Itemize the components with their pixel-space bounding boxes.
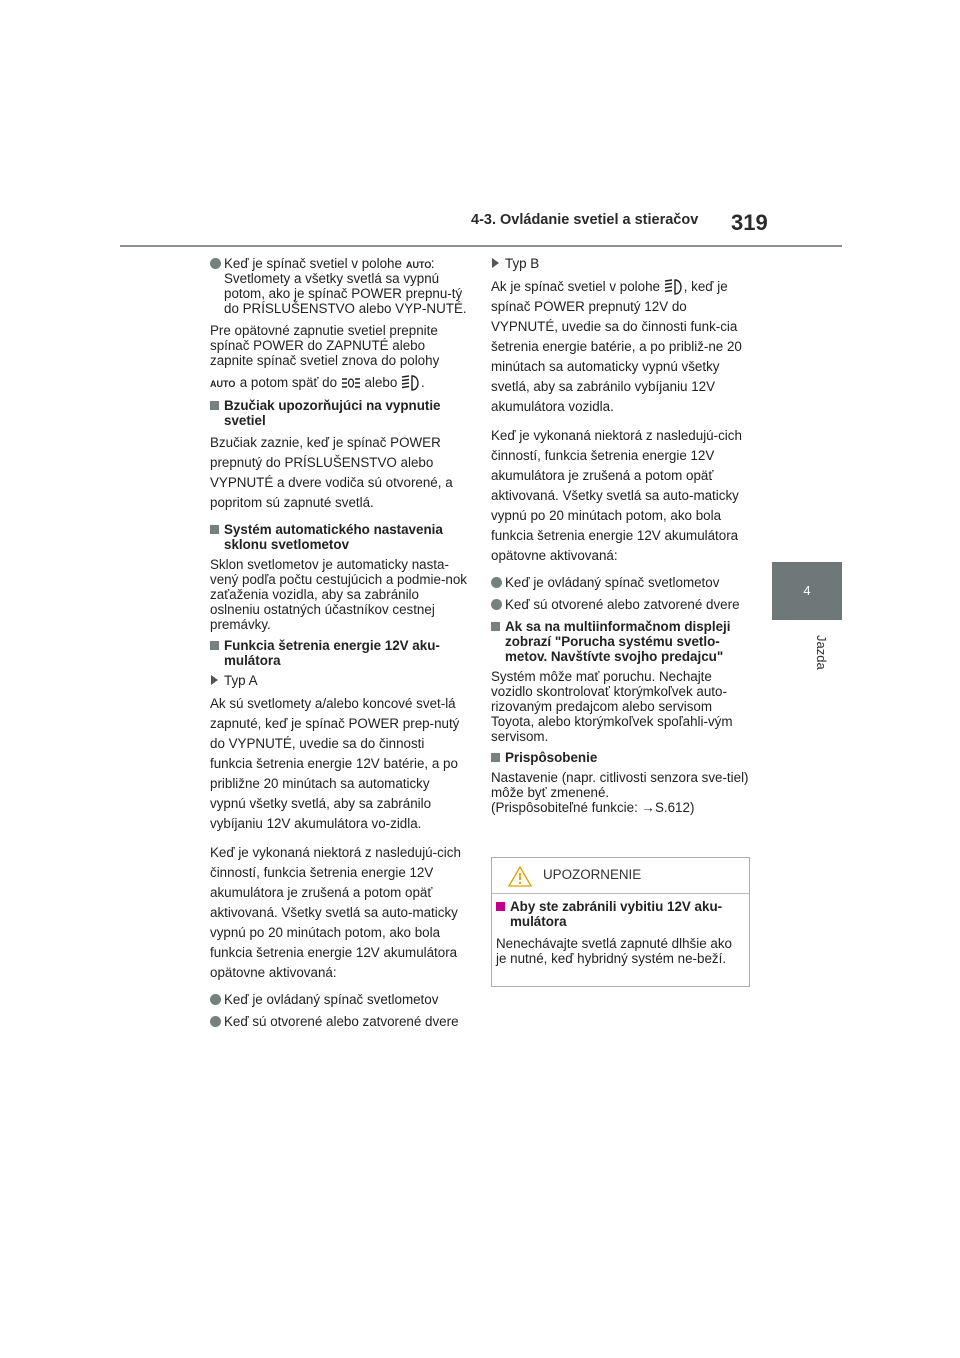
section-heading: Funkcia šetrenia energie 12V aku-mulátora xyxy=(210,638,468,668)
paragraph: Systém môže mať poruchu. Nechajte vozidlo skontrolovať ktorýmkoľvek auto-rizovaným predajcom alebo servisom Toyota, alebo ktorýmkoľvek spoľahli-vým servisom. xyxy=(491,669,733,744)
paragraph: Sklon svetlometov je automaticky nasta-vený podľa počtu cestujúcich a podmie-nok zaťaženia vozidla, aby sa zabránilo oslneniu ostatných účastníkov cestnej premávky. xyxy=(210,557,467,632)
section-heading: Bzučiak upozorňujúci na vypnutie svetiel xyxy=(210,398,468,428)
list-item: Keď sú otvorené alebo zatvorené dvere xyxy=(210,1014,468,1029)
page-link[interactable]: S.612) xyxy=(654,800,695,815)
list-item: Keď je ovládaný spínač svetlometov xyxy=(210,992,468,1007)
chapter-label: Jazda xyxy=(814,635,829,670)
section-heading: Systém automatického nastavenia sklonu svetlometov xyxy=(210,522,468,552)
type-b-paragraph: Ak je spínač svetiel v polohe , keď je spínač POWER prepnutý 12V do VYPNUTÉ, uvedie sa do činnosti funk-cia šetrenia energie batérie, a po približ-ne 20 minútach sa automaticky vypnú všetky svetlá, aby sa zabránilo vybíjaniu 12V akumulátora vozidla. xyxy=(491,279,742,414)
paragraph: Ak sú svetlomety a/alebo koncové svet-lá zapnuté, keď je spínač POWER prep-nutý do VYPNUTÉ, uvedie sa do činnosti funkcia šetrenia energie 12V batérie, a po približne 20 minútach sa automaticky vypnú všetky svetlá, aby sa zabránilo vybíjaniu 12V akumulátora vo-zidla. xyxy=(210,696,460,831)
section-heading: Ak sa na multiinformačnom displeji zobrazí "Porucha systému svetlo-metov. Navštívte svojho predajcu" xyxy=(491,619,749,664)
right-column xyxy=(491,256,749,821)
paragraph: Bzučiak zaznie, keď je spínač POWER prepnutý do PRÍSLUŠENSTVO alebo VYPNUTÉ a dvere vodiča sú otvorené, a popritom sú zapnuté svetlá. xyxy=(210,435,453,510)
warning-text: Nenechávajte svetlá zapnuté dlhšie ako je nutné, keď hybridný systém ne-beží. xyxy=(496,936,732,966)
reactivation-paragraph: Pre opätovné zapnutie svetiel prepnite spínač POWER do ZAPNUTÉ alebo zapnite spínač svetiel znova do polohy AUTO a potom späť do alebo . xyxy=(210,323,440,390)
type-a-label: Typ A xyxy=(210,673,468,688)
warning-label: UPOZORNENIE xyxy=(543,867,642,882)
paragraph: Keď je vykonaná niektorá z nasledujú-cich činností, funkcia šetrenia energie 12V akumulátora je zrušená a potom opäť aktivovaná. Všetky svetlá sa auto-maticky vypnú po 20 minútach potom, ako bola funkcia šetrenia energie 12V akumulátora opätovne aktivovaná: xyxy=(491,428,742,563)
left-column xyxy=(210,256,468,1036)
tail-lights-icon xyxy=(341,376,361,390)
list-item: Keď sú otvorené alebo zatvorené dvere xyxy=(491,597,749,612)
auto-icon xyxy=(210,378,236,388)
svg-text:AUTO: AUTO xyxy=(405,260,431,270)
auto-icon xyxy=(406,259,431,269)
paragraph: Keď je vykonaná niektorá z nasledujú-cich činností, funkcia šetrenia energie 12V akumulátora je zrušená a potom opäť aktivovaná. Všetky svetlá sa auto-maticky vypnú po 20 minútach potom, ako bola funkcia šetrenia energie 12V akumulátora opätovne aktivovaná: xyxy=(210,845,461,980)
paragraph: Nastavenie (napr. citlivosti senzora sve-tiel) môže byť zmenené. xyxy=(491,770,749,800)
section-title: 4-3. Ovládanie svetiel a stieračov xyxy=(471,212,699,228)
warning-header xyxy=(492,858,749,894)
type-b-label: Typ B xyxy=(491,256,749,271)
headlight-icon xyxy=(664,279,684,295)
svg-text:AUTO: AUTO xyxy=(210,379,236,389)
bullet-auto-off: Keď je spínač svetiel v polohe AUTO : Svetlomety a všetky svetlá sa vypnú potom, ako je spínač POWER prepnu-tý do PRÍSLUŠENSTVO alebo VYP-NUTÉ. xyxy=(210,256,468,316)
warning-triangle-icon xyxy=(508,866,532,892)
header-rule xyxy=(120,245,842,247)
section-heading: Prispôsobenie xyxy=(491,750,749,765)
warning-box xyxy=(491,857,750,987)
headlight-icon xyxy=(401,375,421,391)
cross-reference: (Prispôsobiteľné funkcie: →S.612) xyxy=(491,800,695,815)
page-number: 319 xyxy=(731,210,768,235)
chapter-tab[interactable]: 4 xyxy=(772,562,842,620)
list-item: Keď je ovládaný spínač svetlometov xyxy=(491,575,749,590)
warning-heading: Aby ste zabránili vybitiu 12V aku-mulátora xyxy=(496,899,745,929)
